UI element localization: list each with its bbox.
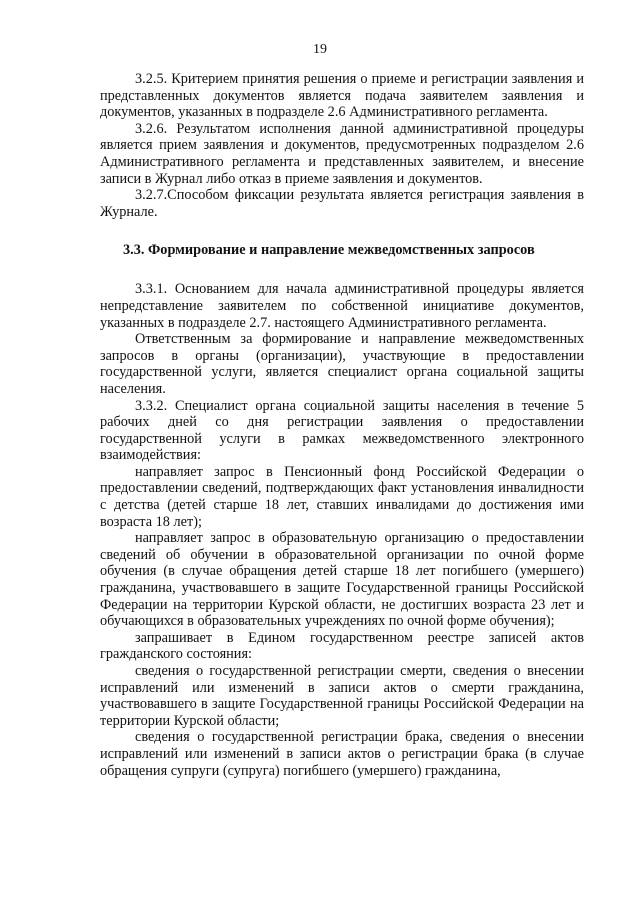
paragraph-3-2-5: 3.2.5. Критерием принятия решения о приеме и регистрации заявления и представленных документов является подача заявителем заявления и документов, указанных в подразделе 2.6 Административного регламента. — [100, 71, 584, 121]
paragraph-education-request: направляет запрос в образовательную организацию о предоставлении сведений об обучении в образовательной организации по очной форме обучения (в случае обращения детей старше 18 лет погибшего (умершего) гражданина, участвовавшего в защите Государственной границы Российской Федерации на территории Курской области, не достигших возраста 23 лет и обучающихся в образовательных учреждениях по очной форме обучения); — [100, 530, 584, 630]
paragraph-civil-registry-request: запрашивает в Едином государственном реестре записей актов гражданского состояния: — [100, 629, 584, 663]
paragraph-marriage-registration: сведения о государственной регистрации брака, сведения о внесении исправлений или изменений в записи актов о регистрации брака (в случае обращения супруги (супруга) погибшего (умершего) гражданина, — [100, 729, 584, 779]
paragraph-3-3-1: 3.3.1. Основанием для начала административной процедуры является непредставление заявителем по собственной инициативе документов, указанных в подразделе 2.7. настоящего Административного регламента. — [100, 281, 584, 331]
paragraph-pension-fund-request: направляет запрос в Пенсионный фонд Российской Федерации о предоставлении сведений, подтверждающих факт установления инвалидности с детства (детей старше 18 лет, ставших инвалидами до достижения ими возраста 18 лет); — [100, 463, 584, 530]
section-heading: 3.3. Формирование и направление межведомственных запросов — [123, 242, 535, 259]
document-body — [100, 71, 584, 779]
paragraph-death-registration: сведения о государственной регистрации смерти, сведения о внесении исправлений или изменений в записи актов о смерти гражданина, участвовавшего в защите Государственной границы Российской Федерации на территории Курской области; — [100, 663, 584, 729]
paragraph-responsible: Ответственным за формирование и направление межведомственных запросов в органы (организации), участвующие в предоставлении государственной услуги, является специалист органа социальной защиты населения. — [100, 331, 584, 397]
paragraph-3-2-6: 3.2.6. Результатом исполнения данной административной процедуры является прием заявления и документов, предусмотренных подразделом 2.6 Административного регламента и представленных заявителем, и внесение записи в Журнал либо отказ в приеме заявления и документов. — [100, 120, 584, 187]
paragraph-3-3-2: 3.3.2. Специалист органа социальной защиты населения в течение 5 рабочих дней со дня регистрации заявления о предоставлении государственной услуги в рамках межведомственного электронного взаимодействия: — [100, 397, 584, 464]
paragraph-3-2-7: 3.2.7.Способом фиксации результата является регистрация заявления в Журнале. — [100, 187, 584, 220]
page-number: 19 — [313, 42, 327, 57]
